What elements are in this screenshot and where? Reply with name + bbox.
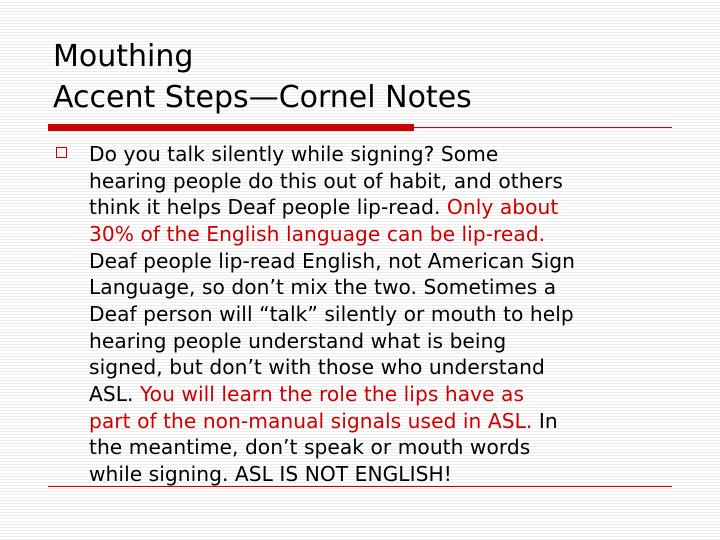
highlighted-text: part of the non-manual signals used in ASL. — [89, 408, 533, 433]
text-run: Do you talk silently while signing? Some — [89, 142, 499, 166]
paragraph-line — [89, 274, 681, 301]
paragraph-line — [89, 221, 681, 248]
highlighted-text: 30% of the English language can be lip-read. — [89, 221, 546, 246]
text-run: ASL. — [89, 381, 140, 406]
paragraph-line — [89, 434, 681, 461]
text-run: think it helps Deaf people lip-read. — [89, 195, 447, 220]
text-run: hearing people do this out of habit, and others — [89, 168, 563, 193]
bullet-paragraph — [89, 141, 681, 488]
title-line-2: Accent Steps—Cornel Notes — [53, 80, 472, 115]
text-run: Deaf person will “talk” silently or mouth to help — [89, 301, 574, 326]
paragraph-line — [89, 141, 681, 168]
highlighted-text: Only about — [446, 195, 559, 220]
text-run: Language, so don’t mix the two. Sometimes a — [89, 275, 557, 300]
title-line-1: Mouthing — [53, 39, 194, 74]
paragraph-line — [89, 194, 681, 221]
text-run: the meantime, don’t speak or mouth words — [89, 435, 531, 460]
title-underline — [48, 124, 672, 132]
title-underline-thick — [48, 124, 414, 131]
paragraph-line — [89, 461, 681, 488]
hollow-square-bullet-icon — [56, 147, 67, 158]
text-run: hearing people understand what is being — [89, 328, 507, 353]
slide-title — [53, 36, 472, 118]
paragraph-line — [89, 408, 681, 435]
paragraph-line — [89, 168, 681, 195]
paragraph-line — [89, 248, 681, 275]
bottom-divider — [48, 486, 672, 487]
text-run: signed, but don’t with those who understand — [89, 355, 545, 380]
text-run: while signing. ASL IS NOT ENGLISH! — [89, 461, 452, 486]
highlighted-text: You will learn the role the lips have as — [139, 381, 525, 406]
paragraph-line — [89, 354, 681, 381]
paragraph-line — [89, 301, 681, 328]
paragraph-line — [89, 328, 681, 355]
text-run: Deaf people lip-read English, not American Sign — [89, 248, 575, 273]
text-run: In — [532, 408, 558, 433]
paragraph-line — [89, 381, 681, 408]
